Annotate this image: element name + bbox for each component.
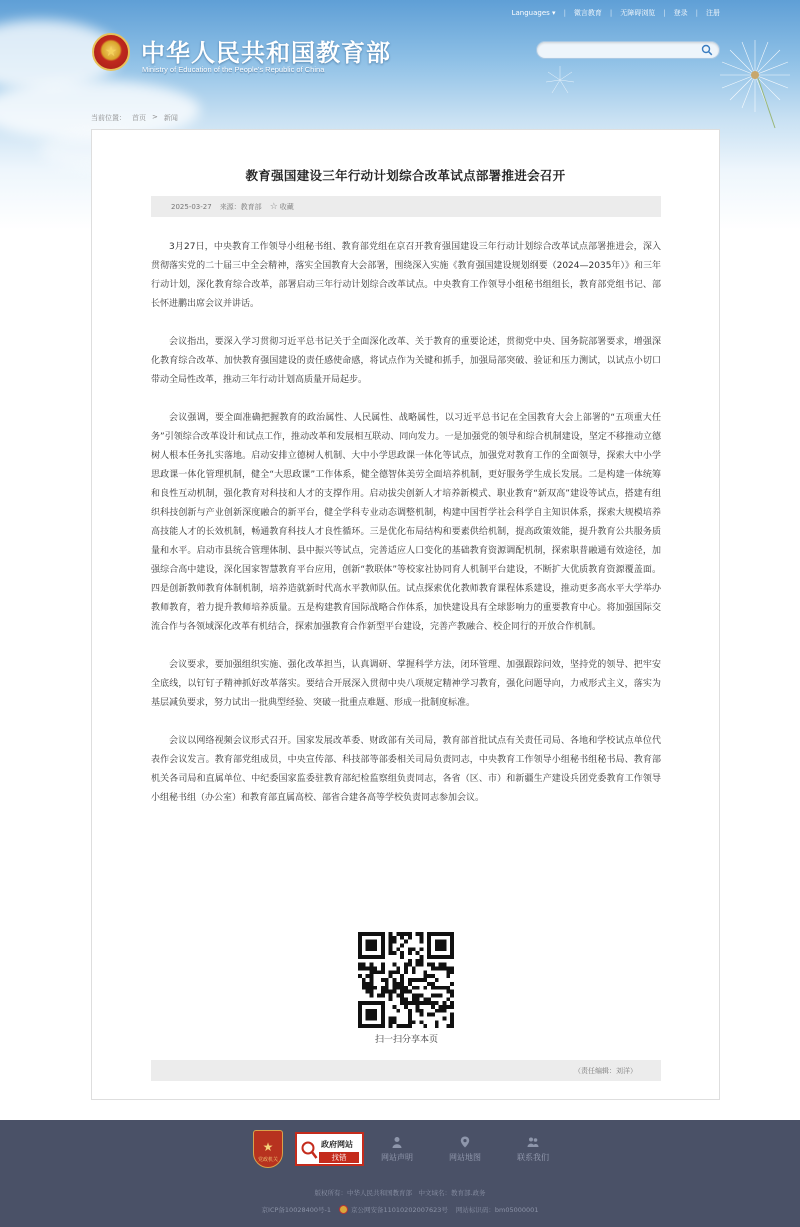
icp-line xyxy=(0,1205,800,1214)
magnifier-icon xyxy=(300,1140,318,1160)
article-panel xyxy=(91,129,720,1100)
footer-link-contact[interactable] xyxy=(508,1136,558,1163)
national-emblem-logo[interactable] xyxy=(92,33,130,71)
site-title[interactable]: 中华人民共和国教育部 xyxy=(141,38,391,67)
editor-name: （责任编辑：刘洋） xyxy=(574,1066,637,1075)
divider: | xyxy=(609,9,613,17)
weibo-link[interactable]: 微言教育 xyxy=(573,9,602,17)
badge-emblem-icon: ★ xyxy=(262,1140,274,1154)
site-code: 网站标识码：bm05000001 xyxy=(455,1206,539,1214)
police-badge-icon xyxy=(339,1205,348,1214)
police-record-label: 京公网安备11010202007623号 xyxy=(351,1206,448,1214)
languages-menu[interactable]: Languages ▾ xyxy=(511,9,556,17)
search-input[interactable] xyxy=(537,47,697,63)
article-date: 2025-03-27 xyxy=(171,202,212,211)
breadcrumb-home[interactable]: 首页 xyxy=(132,114,146,122)
search-box xyxy=(536,41,720,59)
article-title: 教育强国建设三年行动计划综合改革试点部署推进会召开 xyxy=(245,168,566,183)
badge-label: 党政机关 xyxy=(257,1157,278,1163)
paragraph: 会议强调，要全面准确把握教育的政治属性、人民属性、战略属性，以习近平总书记在全国教育大会上部署的“五项重大任务”引领综合改革设计和试点工作，推动改革和发展相互联动、同向发力。一是加强党的领导和综合机制建设，坚定不移推动立德树人根本任务扎实落地。启动安排立德树人机制、大中小学思政课一体化等试点，加强党对教育工作的全面领导，探索大中小学思政课一体化管理机制，健全“大思政课”工作体系，健全德智体美劳全面培养机制，更好服务学生成长发展。二是构建一体统筹和良性互动机制，强化教育对科技和人才的支撑作用。启动拔尖创新人才培养新模式、职业教育“新双高”建设等试点，搭建有组织科技创新与产业创新深度融合的新平台，健全学科专业动态调整机制，构建中国哲学社会科学自主知识体系，探索大规模培养高技能人才的长效机制，畅通教育科技人才良性循环。三是优化布局结构和要素供给机制，提高政策效能，提升教育公共服务质量和水平。启动市县统合管理体制、县中振兴等试点，完善适应人口变化的基础教育资源调配机制，探索职普融通有效途径，加强综合高中建设，深化国家智慧教育平台应用，创新“教联体”等校家社协同育人机制平台建设，不断扩大优质教育资源覆盖面。四是创新教师教育体制机制，培养造就新时代高水平教师队伍。试点探索优化教师教育课程体系建设，推动更多高水平大学举办教师教育，着力提升教师培养质量。五是构建教育国际战略合作体系，加快建设具有全球影响力的重要教育中心。将加强国际交流合作与各领域深化改革有机结合，探索加强教育合作新型平台建设，完善产教融合、校企同行的开放合作机制。 xyxy=(151,413,661,632)
star-icon: ☆ xyxy=(269,201,278,212)
login-link[interactable]: 登录 xyxy=(673,9,688,17)
dandelion-decoration xyxy=(700,20,800,130)
dandelion-decoration xyxy=(540,60,580,100)
map-pin-icon xyxy=(459,1136,471,1148)
site-subtitle: Ministry of Education of the People's Republic of China xyxy=(142,65,325,74)
search-icon[interactable] xyxy=(701,44,713,56)
footer-link-label: 网站地图 xyxy=(449,1153,481,1162)
footer-link-sitemap[interactable] xyxy=(440,1136,490,1163)
divider: | xyxy=(663,9,666,17)
breadcrumb-current[interactable]: 新闻 xyxy=(163,114,178,122)
editor-bar xyxy=(151,1060,661,1081)
breadcrumb xyxy=(91,113,178,123)
share-qr-code xyxy=(358,932,454,1028)
icp-link[interactable]: 京ICP备10028400号-1 xyxy=(261,1206,331,1214)
breadcrumb-prefix: 当前位置： xyxy=(91,114,126,122)
police-record[interactable] xyxy=(339,1205,448,1214)
top-bar xyxy=(512,7,720,19)
emblem-star-icon: ★ xyxy=(104,44,118,60)
paragraph: 会议要求，要加强组织实施、强化改革担当，认真调研、掌握科学方法，闭环管理、加强跟踪问效，坚持党的领导、把牢安全底线，以钉钉子精神抓好改革落实。要结合开展深入贯彻中央八项规定精神学习教育，强化问题导向，力戒形式主义，落实为基层减负要求，努力试出一批典型经验、突破一批重点难题、形成一批制度标准。 xyxy=(151,660,661,708)
paragraph: 会议以网络视频会议形式召开。国家发展改革委、财政部有关司局，教育部首批试点有关责任司局、各地和学校试点单位代表作会议发言。教育部党组成员，中央宣传部、科技部等部委相关司局负责同志，中央教育工作领导小组秘书组秘书局、教育部机关各司局和直属单位、中纪委国家监委驻教育部纪检监察组负责同志，各省（区、市）和新疆生产建设兵团党委教育工作领导小组秘书组（办公室）和教育部直属高校、部省合建各高等学校负责同志参加会议。 xyxy=(151,736,661,803)
divider: | xyxy=(695,9,698,17)
register-link[interactable]: 注册 xyxy=(706,9,720,17)
divider: | xyxy=(563,9,566,17)
favorite-label: 收藏 xyxy=(279,202,294,211)
favorite-button[interactable] xyxy=(270,202,294,212)
article-meta-bar xyxy=(151,196,661,217)
person-icon xyxy=(391,1136,403,1148)
party-gov-badge[interactable] xyxy=(253,1130,283,1168)
copyright-text: 版权所有：中华人民共和国教育部 中文域名：教育部.政务 xyxy=(314,1189,486,1197)
footer-link-statement[interactable] xyxy=(372,1136,422,1163)
footer-link-label: 网站声明 xyxy=(381,1153,413,1162)
article-body xyxy=(151,238,661,827)
people-icon xyxy=(527,1136,539,1148)
footer-link-label: 联系我们 xyxy=(517,1153,549,1162)
gov-box-action: 找错 xyxy=(319,1152,359,1163)
gov-error-report-button[interactable] xyxy=(295,1132,364,1166)
article-source: 来源：教育部 xyxy=(219,202,262,211)
paragraph: 3月27日，中央教育工作领导小组秘书组、教育部党组在京召开教育强国建设三年行动计划综合改革试点部署推进会，深入贯彻落实党的二十届三中全会精神，落实全国教育大会部署，围绕深入实施《教育强国建设规划纲要（2024—2035年）》和三年行动计划，深化教育综合改革，部署启动三年行动计划综合改革试点。中央教育工作领导小组秘书组组长，教育部党组书记、部长怀进鹏出席会议并讲话。 xyxy=(151,242,661,309)
qr-caption: 扫一扫分享本页 xyxy=(374,1035,438,1045)
breadcrumb-separator: > xyxy=(152,113,158,121)
languages-label: Languages xyxy=(511,9,550,17)
paragraph: 会议指出，要深入学习贯彻习近平总书记关于全面深化改革、关于教育的重要论述，贯彻党中央、国务院部署要求，增强深化教育综合改革、加快教育强国建设的责任感使命感，将试点作为关键和抓手，加强局部突破、验证和压力测试，以试点小切口带动全局性改革，推动三年行动计划高质量开局起步。 xyxy=(151,337,661,385)
footer xyxy=(0,1120,800,1227)
accessible-link[interactable]: 无障碍浏览 xyxy=(620,9,656,17)
gov-box-title: 政府网站 xyxy=(321,1140,353,1149)
